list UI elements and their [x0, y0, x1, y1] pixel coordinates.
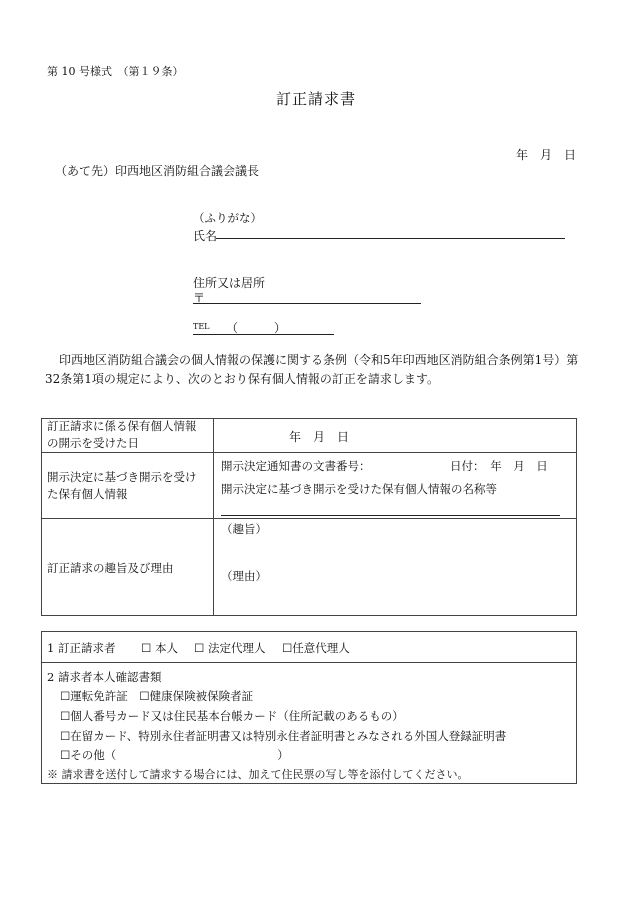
- page-title: 訂正請求書: [276, 90, 357, 108]
- disclosed-info-name-field[interactable]: [221, 515, 560, 516]
- requester-self-checkbox[interactable]: ☐ 本人: [141, 641, 178, 655]
- form-number: 第 10 号様式 （第１９条）: [47, 65, 184, 78]
- id-docs-label: 2 請求者本人確認書類: [47, 670, 162, 684]
- mailing-note: ※ 請求書を送付して請求する場合には、加えて住民票の写し等を添付してください。: [47, 768, 469, 781]
- id-doc-option-2[interactable]: ☐個人番号カード又は住民基本台帳カード（住所記載のあるもの）: [60, 709, 404, 723]
- requester-table-row-rule: [41, 662, 577, 663]
- disclosure-date-value[interactable]: 年 月 日: [289, 430, 350, 444]
- name-field[interactable]: [216, 238, 565, 239]
- id-doc-option-other[interactable]: ☐その他（ ）: [60, 748, 289, 762]
- addressee: （あて先）印西地区消防組合議会議長: [55, 164, 260, 178]
- info-table-divider: [213, 418, 214, 616]
- tel-field[interactable]: [193, 334, 334, 335]
- reason-label: （理由）: [221, 569, 267, 583]
- doc-date-label: 日付： 年 月 日: [450, 459, 548, 473]
- id-doc-option-3[interactable]: ☐在留カード、特別永住者証明書又は特別永住者証明書とみなされる外国人登録証明書: [60, 729, 507, 743]
- requester-appointed-agent-checkbox[interactable]: ☐任意代理人: [282, 641, 350, 655]
- postal-mark: 〒: [193, 291, 206, 305]
- tel-paren: （ ）: [226, 321, 287, 335]
- requester-label: 1 訂正請求者: [47, 641, 116, 655]
- id-doc-option-1[interactable]: ☐運転免許証 ☐健康保険被保険者証: [60, 689, 254, 703]
- disclosed-info-name-label: 開示決定に基づき開示を受けた保有個人情報の名称等: [221, 482, 497, 496]
- tel-label: TEL: [193, 322, 210, 331]
- name-label: 氏名: [193, 229, 218, 243]
- requester-legal-agent-checkbox[interactable]: ☐ 法定代理人: [194, 641, 266, 655]
- doc-number-label: 開示決定通知書の文書番号：: [221, 459, 371, 473]
- date-line: 年 月 日: [516, 148, 577, 162]
- furigana-label: （ふりがな）: [193, 211, 262, 225]
- purpose-label: （趣旨）: [221, 522, 267, 536]
- info-table-row-rule-2: [41, 518, 577, 519]
- disclosure-date-label: 訂正請求に係る保有個人情報の開示を受けた日: [47, 419, 197, 450]
- body-text: 印西地区消防組合議会の個人情報の保護に関する条例（令和5年印西地区消防組合条例第1号）第32条第1項の規定により、次のとおり保有個人情報の訂正を請求します。: [45, 353, 579, 386]
- info-table-row-rule-1: [41, 452, 577, 453]
- address-label: 住所又は居所: [193, 276, 266, 290]
- address-field[interactable]: [193, 303, 421, 304]
- disclosed-info-label: 開示決定に基づき開示を受けた保有個人情報: [47, 470, 197, 501]
- purpose-reason-label: 訂正請求の趣旨及び理由: [47, 561, 174, 575]
